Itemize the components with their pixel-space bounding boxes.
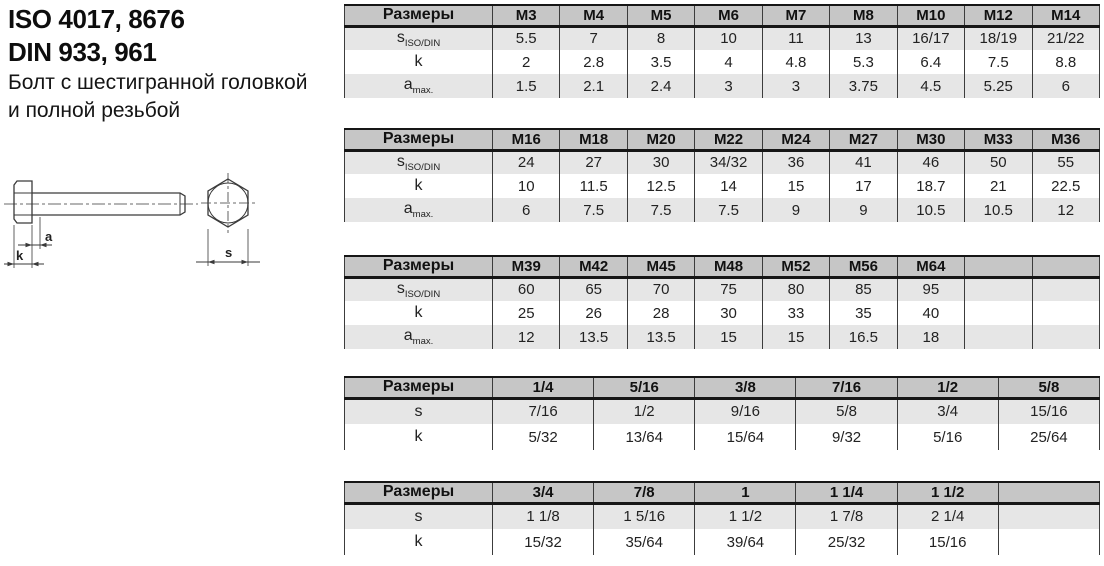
row-label-base: k <box>414 304 423 321</box>
dimension-value-cell: 34/32 <box>695 150 762 174</box>
dimension-row-k <box>345 50 1100 74</box>
dimension-row-k <box>345 424 1100 450</box>
dimension-value-cell: 6.4 <box>897 50 964 74</box>
size-column-header: M30 <box>897 129 964 150</box>
dimension-value-cell <box>965 301 1032 325</box>
dim-s-label: s <box>225 245 233 260</box>
dimension-value-cell: 12 <box>493 325 560 349</box>
dimension-value-cell: 30 <box>627 150 694 174</box>
dim-a-label: a <box>45 229 53 244</box>
dimension-value-cell: 12.5 <box>627 174 694 198</box>
row-label-base: s <box>396 28 405 46</box>
dimension-value-cell: 5.3 <box>830 50 897 74</box>
dimension-value-cell: 50 <box>965 150 1032 174</box>
dimension-value-cell: 7.5 <box>560 198 627 222</box>
dimension-value-cell: 7.5 <box>627 198 694 222</box>
dimension-value-cell: 7/16 <box>493 398 594 424</box>
sizes-header-cell: Размеры <box>345 377 493 398</box>
dimension-value-cell: 80 <box>762 277 829 301</box>
size-column-header: 7/8 <box>594 482 695 503</box>
dimension-value-cell: 11 <box>762 26 829 50</box>
row-label <box>345 277 493 301</box>
dimension-value-cell: 1 5/16 <box>594 503 695 529</box>
dimension-value-cell: 18 <box>897 325 964 349</box>
size-column-header: M52 <box>762 256 829 277</box>
dimension-value-cell: 7 <box>560 26 627 50</box>
dimension-value-cell: 22.5 <box>1032 174 1100 198</box>
dimension-value-cell: 55 <box>1032 150 1100 174</box>
dimension-value-cell: 8.8 <box>1032 50 1100 74</box>
dimension-table-4 <box>344 376 1100 450</box>
size-column-header: M20 <box>627 129 694 150</box>
row-label-base: s <box>396 279 405 297</box>
dimension-value-cell: 18.7 <box>897 174 964 198</box>
side-view-arrowheads <box>8 243 47 266</box>
dimension-row-s <box>345 26 1100 50</box>
dimension-value-cell: 10 <box>695 26 762 50</box>
sizes-header-cell: Размеры <box>345 482 493 503</box>
size-column-header: M64 <box>897 256 964 277</box>
dimension-row-s <box>345 503 1100 529</box>
size-column-header: M33 <box>965 129 1032 150</box>
row-label-base: k <box>414 533 423 550</box>
dimension-value-cell: 85 <box>830 277 897 301</box>
size-column-header: 7/16 <box>796 377 897 398</box>
dimension-value-cell: 24 <box>493 150 560 174</box>
table-header-row <box>345 256 1100 277</box>
row-label <box>345 26 493 50</box>
size-column-header: 1 1/4 <box>796 482 897 503</box>
size-column-header <box>998 482 1099 503</box>
row-label <box>345 529 493 555</box>
table-header-row <box>345 129 1100 150</box>
dimension-value-cell: 60 <box>493 277 560 301</box>
row-label <box>345 50 493 74</box>
dimension-value-cell: 1 7/8 <box>796 503 897 529</box>
dimension-value-cell: 10 <box>493 174 560 198</box>
table-header-row <box>345 5 1100 26</box>
dimension-value-cell: 12 <box>1032 198 1100 222</box>
dimension-value-cell: 1 1/8 <box>493 503 594 529</box>
description-line2: и полной резьбой <box>8 99 181 122</box>
dimension-value-cell <box>998 529 1099 555</box>
dimension-value-cell: 35 <box>830 301 897 325</box>
dimension-value-cell: 15 <box>695 325 762 349</box>
size-column-header: 3/4 <box>493 482 594 503</box>
row-label-subscript: max. <box>412 85 434 97</box>
size-column-header <box>965 256 1032 277</box>
size-column-header: M12 <box>965 5 1032 26</box>
sizes-header-cell: Размеры <box>345 256 493 277</box>
sizes-header-cell: Размеры <box>345 5 493 26</box>
row-label-subscript: max. <box>412 209 434 221</box>
dimension-table-3 <box>344 255 1100 349</box>
size-column-header: 1 1/2 <box>897 482 998 503</box>
row-label-base: a <box>403 75 413 93</box>
dimension-value-cell: 65 <box>560 277 627 301</box>
dimension-value-cell: 17 <box>830 174 897 198</box>
dimension-row-a <box>345 325 1100 349</box>
dimension-value-cell: 28 <box>627 301 694 325</box>
dimension-table-5 <box>344 481 1100 555</box>
din-standard-title: DIN 933, 961 <box>8 37 157 67</box>
dimension-value-cell: 75 <box>695 277 762 301</box>
dimension-value-cell: 40 <box>897 301 964 325</box>
dimension-row-k <box>345 529 1100 555</box>
dimension-value-cell: 9 <box>830 198 897 222</box>
iso-standard-title: ISO 4017, 8676 <box>8 4 185 34</box>
dimension-row-k <box>345 174 1100 198</box>
row-label <box>345 325 493 349</box>
dimension-value-cell: 9 <box>762 198 829 222</box>
dimension-value-cell: 8 <box>627 26 694 50</box>
dimension-row-k <box>345 301 1100 325</box>
size-column-header: M24 <box>762 129 829 150</box>
dimension-value-cell: 14 <box>695 174 762 198</box>
dimension-value-cell: 5/32 <box>493 424 594 450</box>
dimension-value-cell: 5/8 <box>796 398 897 424</box>
row-label <box>345 424 493 450</box>
dimension-value-cell: 25/32 <box>796 529 897 555</box>
size-column-header: 3/8 <box>695 377 796 398</box>
bolt-side-view <box>4 181 198 268</box>
row-label-base: k <box>414 428 423 445</box>
row-label-subscript: ISO/DIN <box>404 37 441 49</box>
dimension-value-cell: 13.5 <box>560 325 627 349</box>
size-column-header: M16 <box>493 129 560 150</box>
row-label-subscript: ISO/DIN <box>404 288 441 300</box>
table-header-row <box>345 377 1100 398</box>
dimension-value-cell: 7.5 <box>965 50 1032 74</box>
dimension-value-cell: 21/22 <box>1032 26 1100 50</box>
bolt-head <box>14 181 32 223</box>
size-column-header: M4 <box>560 5 627 26</box>
dimension-value-cell: 15 <box>762 174 829 198</box>
row-label-subscript: ISO/DIN <box>404 161 441 173</box>
dimension-value-cell: 3.5 <box>627 50 694 74</box>
dimension-value-cell: 27 <box>560 150 627 174</box>
dimension-value-cell: 15/64 <box>695 424 796 450</box>
dimension-value-cell: 41 <box>830 150 897 174</box>
dimension-value-cell: 7.5 <box>695 198 762 222</box>
size-column-header: 5/16 <box>594 377 695 398</box>
dim-a-arrow-left <box>26 243 33 247</box>
dimension-value-cell: 1/2 <box>594 398 695 424</box>
size-column-header <box>1032 256 1100 277</box>
dimension-value-cell: 18/19 <box>965 26 1032 50</box>
row-label-base: s <box>414 402 423 420</box>
dimension-table-1 <box>344 4 1100 98</box>
dimension-value-cell <box>1032 301 1100 325</box>
row-label-base: s <box>396 152 405 170</box>
hex-centerlines <box>201 173 255 233</box>
row-label <box>345 503 493 529</box>
dimension-value-cell: 10.5 <box>965 198 1032 222</box>
dimension-value-cell: 30 <box>695 301 762 325</box>
size-column-header: M18 <box>560 129 627 150</box>
dimension-value-cell: 15 <box>762 325 829 349</box>
dimension-value-cell: 15/16 <box>998 398 1099 424</box>
dimension-value-cell: 2.1 <box>560 74 627 98</box>
dimension-value-cell: 3 <box>695 74 762 98</box>
dimension-value-cell: 16.5 <box>830 325 897 349</box>
dim-k-label: k <box>16 248 24 263</box>
dimension-row-a <box>345 74 1100 98</box>
row-label <box>345 150 493 174</box>
dimension-value-cell: 16/17 <box>897 26 964 50</box>
size-column-header: M45 <box>627 256 694 277</box>
description-line1: Болт с шестигранной головкой <box>8 71 308 94</box>
dim-s-arrow-left <box>208 260 215 264</box>
dimension-value-cell: 13 <box>830 26 897 50</box>
dimension-row-s <box>345 277 1100 301</box>
dimension-value-cell: 46 <box>897 150 964 174</box>
row-label <box>345 174 493 198</box>
dimension-value-cell: 4.8 <box>762 50 829 74</box>
dim-k-arrow-right <box>32 262 39 266</box>
dim-k-arrow-left <box>8 262 15 266</box>
size-column-header: M36 <box>1032 129 1100 150</box>
size-column-header: M48 <box>695 256 762 277</box>
row-label-base: k <box>414 177 423 194</box>
dimension-value-cell <box>1032 325 1100 349</box>
dimension-value-cell: 2 1/4 <box>897 503 998 529</box>
table-header-row <box>345 482 1100 503</box>
dimension-value-cell: 2.4 <box>627 74 694 98</box>
dimension-value-cell: 21 <box>965 174 1032 198</box>
dimension-value-cell: 5.25 <box>965 74 1032 98</box>
dimension-value-cell: 39/64 <box>695 529 796 555</box>
dimension-value-cell: 10.5 <box>897 198 964 222</box>
size-column-header: M22 <box>695 129 762 150</box>
size-column-header: M7 <box>762 5 829 26</box>
row-label-subscript: max. <box>412 336 434 348</box>
row-label <box>345 398 493 424</box>
dimension-value-cell: 2.8 <box>560 50 627 74</box>
size-column-header: M56 <box>830 256 897 277</box>
dimension-value-cell: 13.5 <box>627 325 694 349</box>
dimension-value-cell: 9/16 <box>695 398 796 424</box>
dimension-value-cell <box>998 503 1099 529</box>
dimension-value-cell: 9/32 <box>796 424 897 450</box>
dimension-value-cell: 1 1/2 <box>695 503 796 529</box>
dimension-row-a <box>345 198 1100 222</box>
dim-s-arrow-right <box>242 260 249 264</box>
size-column-header: 1 <box>695 482 796 503</box>
dimension-value-cell: 2 <box>493 50 560 74</box>
dimension-value-cell: 3/4 <box>897 398 998 424</box>
size-column-header: M10 <box>897 5 964 26</box>
row-label-base: a <box>403 199 413 217</box>
dimension-value-cell: 3 <box>762 74 829 98</box>
dimension-value-cell: 95 <box>897 277 964 301</box>
dimension-value-cell <box>965 325 1032 349</box>
size-column-header: M14 <box>1032 5 1100 26</box>
size-column-header: M6 <box>695 5 762 26</box>
size-column-header: M27 <box>830 129 897 150</box>
bolt-technical-drawing <box>0 160 340 340</box>
size-column-header: M5 <box>627 5 694 26</box>
dimension-value-cell: 6 <box>1032 74 1100 98</box>
dimension-value-cell: 15/16 <box>897 529 998 555</box>
dimension-value-cell <box>965 277 1032 301</box>
sizes-header-cell: Размеры <box>345 129 493 150</box>
size-column-header: M3 <box>493 5 560 26</box>
size-column-header: 1/2 <box>897 377 998 398</box>
dimension-value-cell: 1.5 <box>493 74 560 98</box>
row-label-base: s <box>414 507 423 525</box>
dimension-row-s <box>345 150 1100 174</box>
dimension-value-cell: 6 <box>493 198 560 222</box>
size-column-header: 5/8 <box>998 377 1099 398</box>
dimension-value-cell: 36 <box>762 150 829 174</box>
row-label <box>345 74 493 98</box>
dimension-value-cell: 35/64 <box>594 529 695 555</box>
dimension-row-s <box>345 398 1100 424</box>
row-label <box>345 198 493 222</box>
dimension-value-cell: 4.5 <box>897 74 964 98</box>
dimension-value-cell: 11.5 <box>560 174 627 198</box>
dimension-value-cell: 5.5 <box>493 26 560 50</box>
row-label <box>345 301 493 325</box>
dimension-value-cell: 26 <box>560 301 627 325</box>
dimension-value-cell: 5/16 <box>897 424 998 450</box>
row-label-base: a <box>403 326 413 344</box>
size-column-header: M39 <box>493 256 560 277</box>
dimension-value-cell <box>1032 277 1100 301</box>
size-column-header: 1/4 <box>493 377 594 398</box>
size-column-header: M42 <box>560 256 627 277</box>
dimension-value-cell: 4 <box>695 50 762 74</box>
title-block <box>8 3 307 125</box>
dimension-table-2 <box>344 128 1100 222</box>
dimension-value-cell: 25/64 <box>998 424 1099 450</box>
dimension-value-cell: 33 <box>762 301 829 325</box>
size-column-header: M8 <box>830 5 897 26</box>
dimension-value-cell: 70 <box>627 277 694 301</box>
dimension-value-cell: 15/32 <box>493 529 594 555</box>
row-label-base: k <box>414 53 423 70</box>
dimension-value-cell: 3.75 <box>830 74 897 98</box>
dimension-value-cell: 25 <box>493 301 560 325</box>
dimension-value-cell: 13/64 <box>594 424 695 450</box>
